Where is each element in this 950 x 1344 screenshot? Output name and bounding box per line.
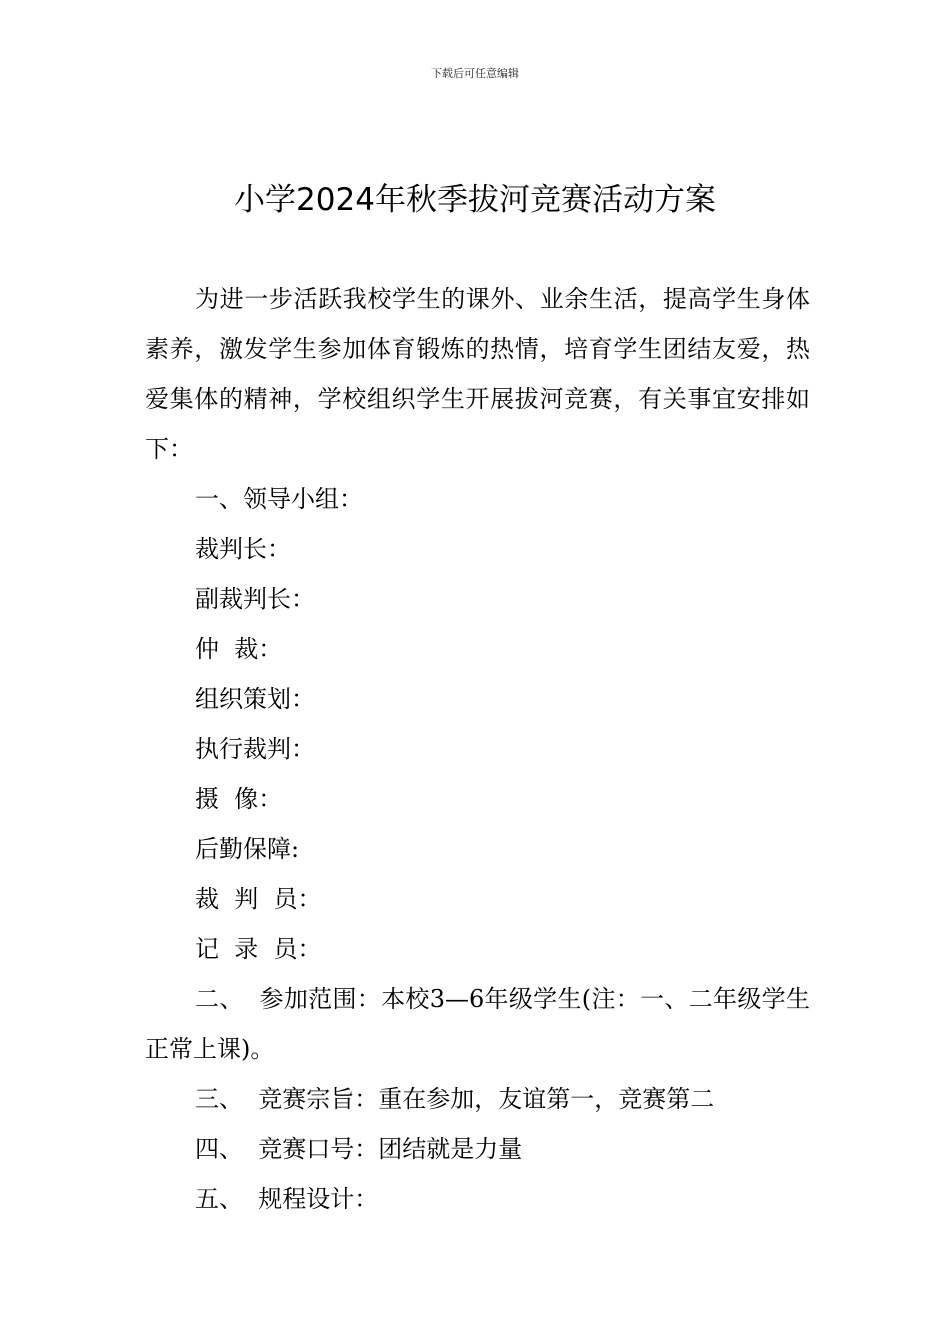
document-body [145,274,810,1224]
role-camera: 摄 像： [195,785,283,813]
role-referees: 裁 判 员： [195,885,322,913]
section-4-slogan: 四、 竞赛口号：团结就是力量 [195,1135,523,1163]
role-arbitration: 仲 裁： [195,635,283,663]
header-note: 下载后可任意编辑 [431,67,519,80]
role-deputy-chief-referee: 副裁判长： [195,585,315,613]
role-recorders: 记 录 员： [195,935,322,963]
section-2-scope: 二、 参加范围：本校3—6年级学生(注：一、二年级学生正常上课)。 [145,985,810,1063]
role-executive-referee: 执行裁判： [195,735,315,763]
section-1-heading: 一、领导小组： [195,485,363,513]
intro-paragraph: 为进一步活跃我校学生的课外、业余生活，提高学生身体素养，激发学生参加体育锻炼的热情，培育学生团结友爱，热爱集体的精神，学校组织学生开展拔河竞赛，有关事宜安排如下： [145,285,810,463]
role-logistics: 后勤保障: [195,835,300,863]
role-organizer: 组织策划： [195,685,315,713]
document-title: 小学2024年秋季拔河竞赛活动方案 [234,182,716,218]
role-chief-referee: 裁判长： [195,535,291,563]
section-5-rules: 五、 规程设计： [195,1185,379,1213]
section-3-purpose: 三、 竞赛宗旨：重在参加，友谊第一，竞赛第二 [195,1085,715,1113]
